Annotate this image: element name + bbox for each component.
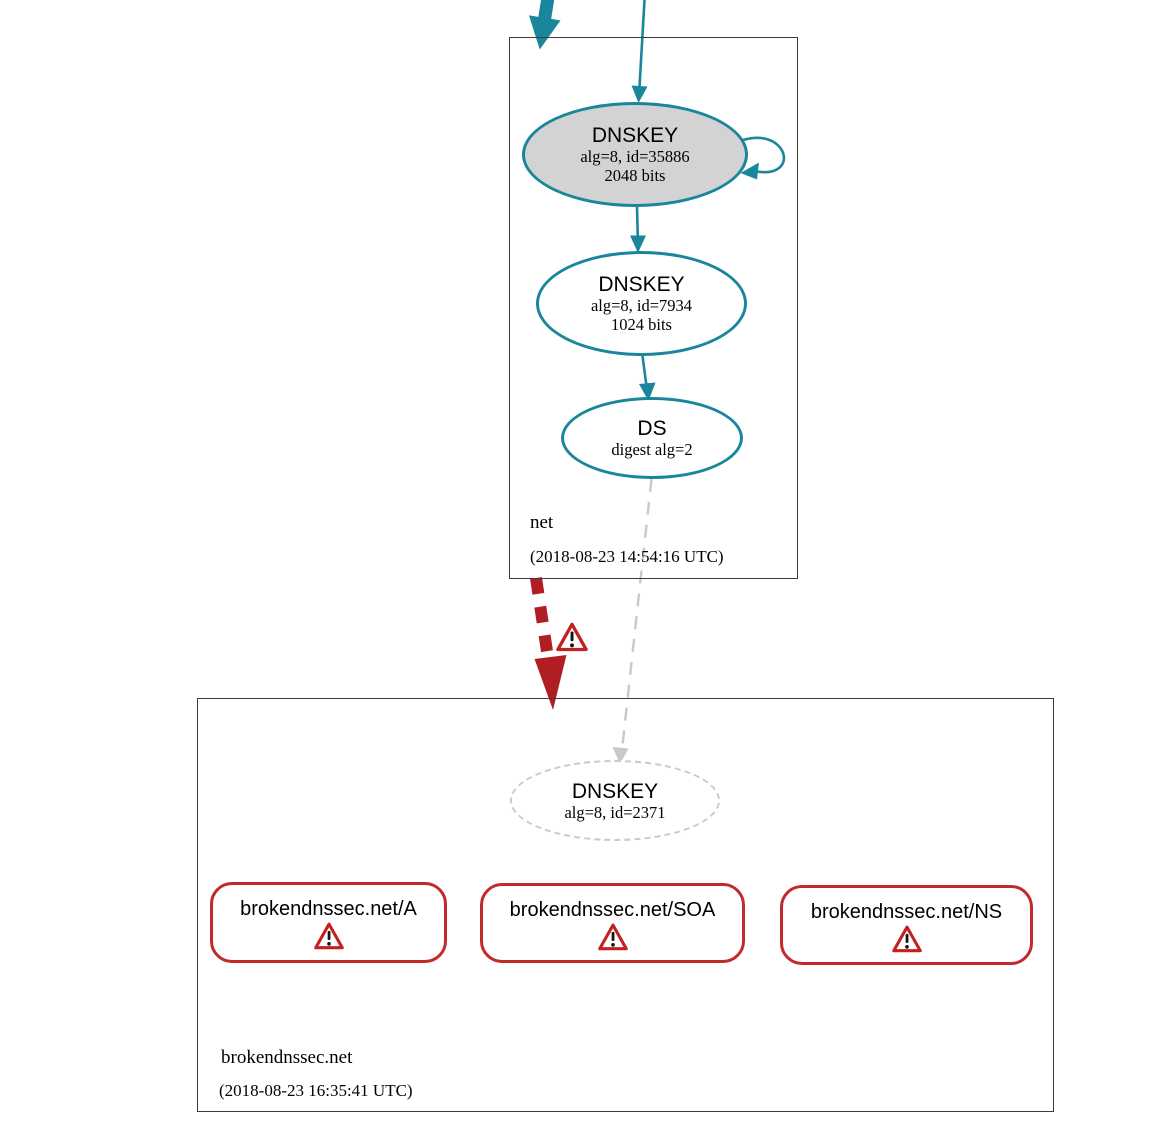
node-title: DNSKEY [591,124,679,147]
node-detail-alg-id: alg=8, id=7934 [590,296,693,315]
node-dnskey-zsk-net[interactable] [536,251,747,356]
node-detail-alg-id: alg=8, id=35886 [580,147,690,166]
zone-name-brokendnssec: brokendnssec.net [221,1047,353,1068]
warning-icon [597,922,629,952]
warning-icon [555,621,589,653]
node-title: DNSKEY [571,779,659,803]
node-detail-bits: 2048 bits [604,166,666,185]
node-detail-alg-id: alg=8, id=2371 [564,802,666,822]
node-title: DNSKEY [598,273,685,296]
rrset-label: brokendnssec.net/NS [810,901,1003,923]
node-rrset-soa[interactable] [480,883,745,963]
warning-icon [313,921,345,951]
node-dnskey-brokendnssec[interactable] [510,760,720,841]
warning-icon [891,924,923,954]
node-dnskey-ksk-net[interactable] [522,102,748,207]
zone-timestamp-brokendnssec: (2018-08-23 16:35:41 UTC) [219,1081,413,1100]
zone-timestamp-net: (2018-08-23 14:54:16 UTC) [530,547,724,566]
node-ds-net[interactable] [561,397,743,479]
node-rrset-ns[interactable] [780,885,1033,965]
rrset-label: brokendnssec.net/SOA [509,899,716,921]
node-title: DS [637,417,667,440]
node-detail-bits: 1024 bits [611,315,672,334]
rrset-label: brokendnssec.net/A [240,898,417,920]
node-rrset-a[interactable] [210,882,447,963]
node-detail-digest: digest alg=2 [611,440,693,459]
zone-name-net: net [530,512,554,533]
